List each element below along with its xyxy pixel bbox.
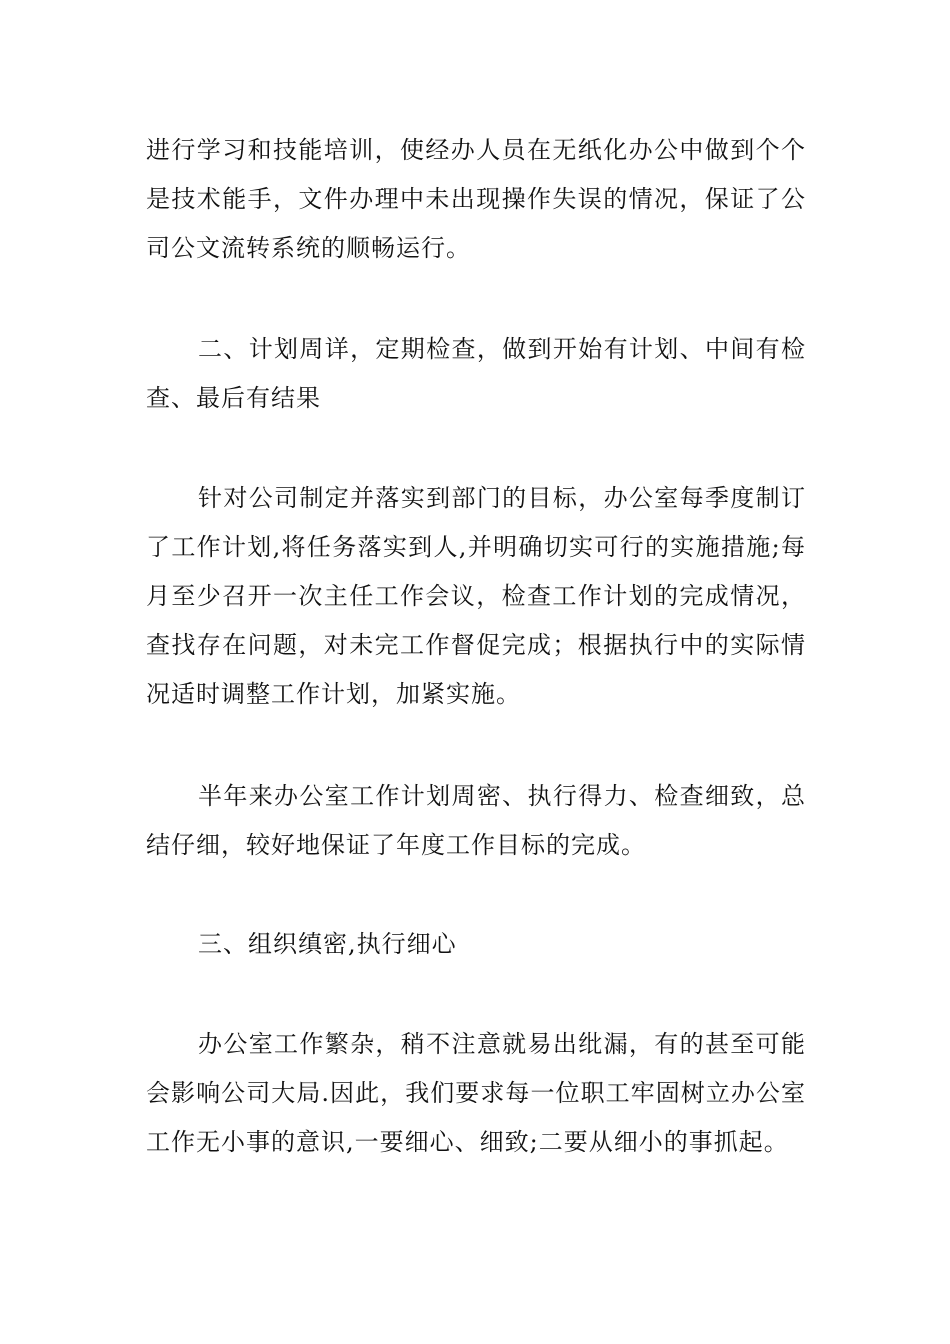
- paragraph-plan: 针对公司制定并落实到部门的目标，办公室每季度制订了工作计划,将任务落实到人,并明确切实可行的实施措施;每月至少召开一次主任工作会议，检查工作计划的完成情况，查找存在问题，对未完工作督促完成；根据执行中的实际情况适时调整工作计划，加紧实施。: [146, 484, 806, 708]
- section-heading-2: 二、计划周详，定期检查，做到开始有计划、中间有检查、最后有结果: [146, 335, 806, 412]
- paragraph-continuation: 进行学习和技能培训，使经办人员在无纸化办公中做到个个是技术能手，文件办理中未出现操作失误的情况，保证了公司公文流转系统的顺畅运行。: [146, 136, 806, 262]
- section-heading-3: 三、组织缜密,执行细心: [198, 930, 457, 958]
- paragraph-organization: 办公室工作繁杂，稍不注意就易出纰漏，有的甚至可能会影响公司大局.因此，我们要求每一位职工牢固树立办公室工作无小事的意识,一要细心、细致;二要从细小的事抓起。: [146, 1030, 806, 1156]
- paragraph-summary: 半年来办公室工作计划周密、执行得力、检查细致，总结仔细，较好地保证了年度工作目标的完成。: [146, 782, 806, 859]
